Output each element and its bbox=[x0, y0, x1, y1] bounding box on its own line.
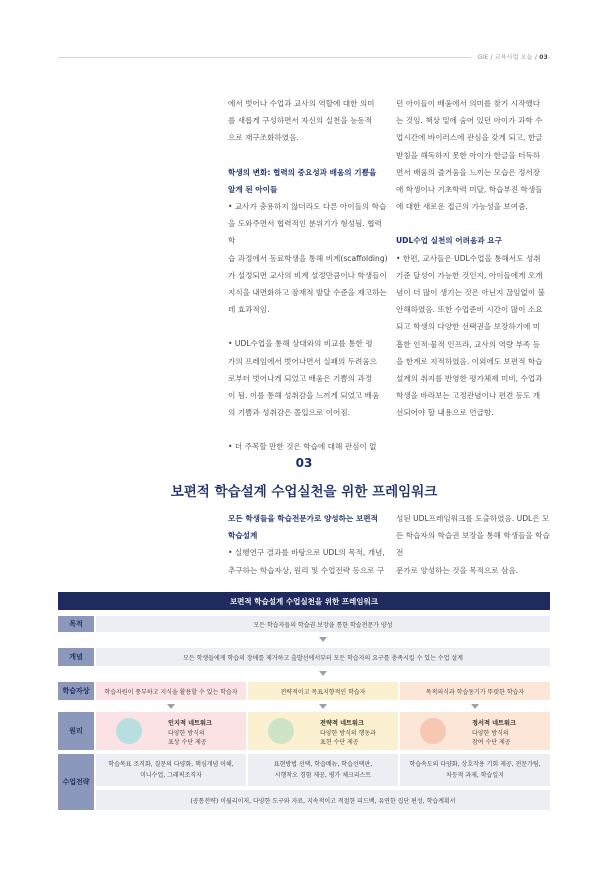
text-line: • 실행연구 결과를 바탕으로 UDL의 목적, 개념, bbox=[228, 548, 385, 558]
text-line: 되고 학생의 다양한 선택권을 보장하기에 미 bbox=[396, 322, 541, 332]
principle-title: 정서적 네트워크 bbox=[472, 720, 516, 727]
subheading: 학습설계 bbox=[228, 531, 258, 541]
subheading: 알게 된 아이들 bbox=[228, 184, 278, 194]
purpose-cell: 모든 학습자들의 학습권 보장을 통한 학습전문가 양성 bbox=[96, 616, 550, 632]
strategy-cell: 학습속도의 다양화, 상호작용 기회 제공, 전문가팀, 차등적 과제, 학습일지 bbox=[400, 754, 550, 786]
label-learner: 학습자상 bbox=[58, 682, 94, 700]
section-title: 보편적 학습설계 수업실천을 위한 프레임워크 bbox=[170, 484, 438, 500]
text-line: 에 대한 새로운 접근의 가능성을 보여줌. bbox=[396, 202, 528, 212]
label-purpose: 목적 bbox=[58, 616, 94, 632]
page-number: 03 bbox=[539, 54, 548, 61]
subheading: 모든 학생들을 학습전문가로 양성하는 보편적 bbox=[228, 514, 378, 523]
text-line: 흡한 인적·물적 인프라, 교사의 역량 부족 등 bbox=[396, 339, 541, 349]
text-line: 학생을 바라보는 고정관념이나 편견 등도 개 bbox=[396, 391, 541, 401]
text-line: 으로 재구조화하였음. bbox=[228, 133, 299, 143]
section-right-column bbox=[396, 510, 556, 579]
down-arrow-icon bbox=[471, 704, 479, 709]
text-line: 든 학습자의 학습권 보장을 통해 학생들을 학습전 bbox=[396, 531, 550, 558]
label-principle: 원리 bbox=[58, 712, 94, 750]
text-line: 추구하는 학습자상, 원리 및 수업전략 등으로 구 bbox=[228, 565, 385, 575]
text-line: • 한편, 교사들은 UDL수업을 통해서도 성취 bbox=[396, 253, 541, 263]
framework-title: 보편적 학습설계 수업실천을 위한 프레임워크 bbox=[58, 592, 550, 610]
section-number: 03 bbox=[295, 456, 313, 470]
text-line: 기준 달성이 가능한 것인지, 아이들에게 오개 bbox=[396, 270, 543, 280]
right-column bbox=[396, 95, 556, 422]
text-line: 선되어야 할 내용으로 언급함. bbox=[396, 408, 494, 418]
label-concept: 개념 bbox=[58, 648, 94, 666]
subheading: 학생의 변화: 협력의 중요성과 배움의 기쁨을 bbox=[228, 167, 377, 177]
brain-illustration-icon bbox=[116, 718, 142, 744]
principle-line: 참여 수단 제공 bbox=[472, 739, 511, 746]
text-line: 받침을 해독하지 못한 아이가 한글을 터득하 bbox=[396, 150, 541, 160]
principle-title: 인지적 네트워크 bbox=[168, 720, 212, 727]
text-line: 에서 벗어나 수업과 교사의 역할에 대한 의미 bbox=[228, 99, 375, 108]
text-line: 을 한계로 지적하였음. 이외에도 보편적 학습 bbox=[396, 356, 543, 366]
text-line: 가 설정되면 교사의 비계 설정만큼이나 학생들이 bbox=[228, 270, 387, 280]
text-line: 업시간에 바이러스에 관심을 갖게 되고, 한글 bbox=[396, 133, 543, 143]
text-line: 습 과정에서 동료학생을 통해 비계(scaffolding) bbox=[228, 253, 388, 263]
learner-cell: 전략적이고 목표지향적인 학습자 bbox=[248, 682, 398, 700]
text-line: 가의 프레임에서 벗어나면서 실패의 두려움으 bbox=[228, 356, 378, 366]
strategy-cell: 표현방법 선택, 학습메뉴, 학습선택판, 시행착오 경험 제공, 평가 체크리스트 bbox=[248, 754, 398, 786]
concept-cell: 모든 학생들에게 학습의 장애를 제거하고 출발선에서부터 모든 학습자의 요구를 충족시킬 수 있는 수업 설계 bbox=[96, 648, 550, 666]
text-line: 로부터 벗어나게 되었고 배움은 기쁨의 과정 bbox=[228, 373, 373, 383]
text-line: 는 것임. 책상 밑에 숨어 있던 아이가 과학 수 bbox=[396, 116, 543, 126]
text-line: 성된 UDL프레임워크를 도출하였음. UDL은 모 bbox=[396, 514, 550, 523]
text-line: 을 도와주면서 협력적인 분위기가 형성됨. 협력학 bbox=[228, 219, 382, 246]
text-line: 데 효과적임. bbox=[228, 305, 270, 315]
subheading: UDL수업 실천의 어려움과 요구 bbox=[396, 236, 502, 246]
text-line: 를 새롭게 구성하면서 자신의 실천을 능동적 bbox=[228, 116, 373, 126]
framework-figure bbox=[58, 592, 550, 805]
running-header: GIE / 교육사업 오늘 / 03 bbox=[471, 52, 548, 61]
common-strategy-cell: (공통전략) 이월리이저, 다양한 도구와 자료, 지속적이고 적절한 피드백, 유연한 집단 편성, 학습계획서 bbox=[96, 790, 550, 810]
text-line: 지식을 내면화하고 잠재적 발달 수준을 제고하는 bbox=[228, 288, 387, 298]
text-line: 설계의 취지를 반영한 평가체제 미비, 수업과 bbox=[396, 374, 543, 384]
label-strategy: 수업전략 bbox=[58, 754, 94, 810]
down-arrow-icon bbox=[319, 704, 327, 709]
section-name: 교육사업 오늘 bbox=[494, 54, 533, 61]
principle-line: 표상 수단 제공 bbox=[168, 739, 207, 746]
down-arrow-icon bbox=[167, 704, 175, 709]
text-line: 문가로 양성하는 것을 목적으로 삼음. bbox=[396, 565, 519, 575]
left-column bbox=[228, 95, 388, 456]
text-line: 의 기쁨과 성취감은 몰입으로 이어짐. bbox=[228, 408, 351, 418]
principle-line: 다양한 방식의 bbox=[472, 730, 509, 737]
principle-line: 표현 수단 제공 bbox=[320, 739, 359, 746]
principle-line: 다양한 방식의 bbox=[168, 730, 205, 737]
learner-cell: 학습자원이 풍부하고 지식을 활용할 수 있는 학습자 bbox=[96, 682, 246, 700]
text-line: 이 됨. 이를 통해 성취감을 느끼게 되었고 배움 bbox=[228, 391, 380, 401]
brain-illustration-icon bbox=[268, 718, 294, 744]
principle-line: 다양한 방식의 행동과 bbox=[320, 730, 376, 737]
section-left-column bbox=[228, 510, 388, 579]
brain-illustration-icon bbox=[420, 718, 446, 744]
text-line: 안해하였음. 또한 수업준비 시간이 많이 소요 bbox=[396, 305, 543, 315]
magazine-name: GIE bbox=[477, 54, 489, 61]
text-line: 념이 더 많이 생기는 것은 아닌지 끊임없이 불 bbox=[396, 288, 545, 298]
principle-title: 전략적 네트워크 bbox=[320, 720, 364, 727]
down-arrow-icon bbox=[319, 637, 327, 642]
text-line: • 교사가 충용하지 않더라도 다른 아이들의 학습 bbox=[228, 202, 387, 212]
text-line: 애 학생이나 기초학력 미달, 학습부진 학생들 bbox=[396, 185, 543, 195]
strategy-cell: 학습목표 조직화, 질문의 다양화, 핵심개념 이해, 미니수업, 그래픽조직자 bbox=[96, 754, 246, 786]
down-arrow-icon bbox=[319, 671, 327, 676]
text-line: • UDL수업을 통해 상대와의 비교를 통한 평 bbox=[228, 339, 373, 349]
learner-cell: 목적의식과 학습동기가 뚜렷한 학습자 bbox=[400, 682, 550, 700]
text-line: 면서 배움의 즐거움을 느끼는 모습은 정서장 bbox=[396, 167, 541, 177]
text-line: 던 아이들이 배움에서 의미를 찾기 시작했다 bbox=[396, 99, 541, 108]
text-line: • 더 주목할 만한 것은 학습에 대해 관심이 없 bbox=[228, 442, 377, 452]
